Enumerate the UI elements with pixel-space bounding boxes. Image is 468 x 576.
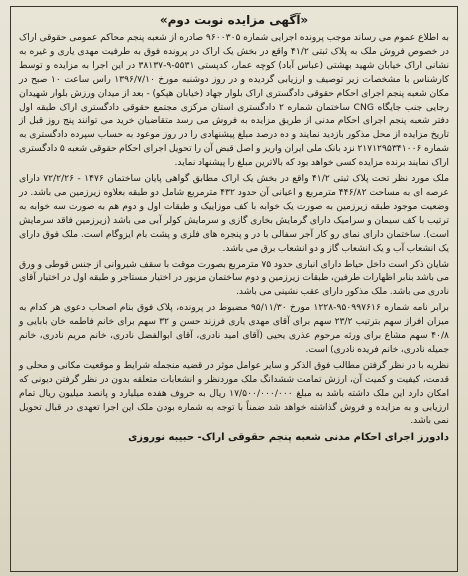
notice-paragraph-3: شایان ذکر است داخل حیاط دارای انباری حدود ۷۵ مترمربع بصورت موقت با سقف شیروانی از جنس قوطی و ورق می باشد بنابر اظهارات طرفین، طبقات زیرزمین و دوم ساختمان مزبور در اختیار مستاجر و طبقه اول در اختیار آقای نادری می باشد. ملک مذکور دارای عقب نشینی می باشد. xyxy=(19,258,449,298)
notice-frame xyxy=(10,6,458,572)
notice-paragraph-1: به اطلاع عموم می رساند موجب پرونده اجرایی شماره ۹۶۰۰۳۰۵ صادره از شعبه پنجم محاکم عمومی حقوقی اراک در خصوص فروش ملک به پلاک ثبتی ۴۱/۲ واقع در بخش یک اراک در پرونده فوق به طرفیت مهدی یاری و غیره به نشانی اراک خیابان شهید بهشتی (عباس آباد) کوچه عمار، کدپستی ۵۵۳۱-۹-۳۸۱۳۷ در این اجرا به مزایده و توسط کارشناس با مشخصات زیر توصیف و ارزیابی گردیده و در روز دوشنبه مورخ ۱۳۹۶/۷/۱۰ راس ساعت ۱۰ صبح در مکان شعبه پنجم اجرای احکام حقوقی دادگستری اراک بلوار جهاد (خیابان هپکو) - بعد از میدان ورزش بلوار شهیدان رجایی جنب جایگاه CNG ساختمان شماره ۲ دادگستری استان مرکزی مجتمع حقوقی دادگستری اراک طبقه اول دفتر شعبه پنجم اجرای احکام مدنی از طریق مزایده به فروش می رسد متقاضیان خرید می توانند پنج روز قبل از تاریخ مزایده از محل مذکور بازدید نمایند و ده درصد مبلغ پیشنهادی را در روز موعود به حساب سپرده دادگستری به شماره ۲۱۷۱۲۹۵۳۴۱۰۰۶ نزد بانک ملی ایران واریز و اصل قبض آن را تحویل اجرای احکام حقوقی شعبه ۵ دادگستری اراک نمایند برنده مزایده کسی خواهد بود که بالاترین مبلغ را پیشنهاد نماید. xyxy=(19,32,450,169)
notice-signature: دادورز اجرای احکام مدنی شعبه پنجم حقوقی اراک- حبیبه نوروزی xyxy=(128,432,449,444)
notice-title: «آگهی مزایده نوبت دوم» xyxy=(159,13,309,27)
notice-paragraph-4: برابر نامه شماره ۹۵۰۹۹۷۶۱۶-۱۲۲۸ مورخ ۹۵/۱۱/۳۰ مضبوط در پرونده، پلاک فوق بنام اصحاب دعوی هر کدام به میزان افراز سهم بترتیب ۲۳/۲ سهم برای آقای مهدی یاری فرزند حسن و ۳۲ سهم برای خانم فاطمه خان بابایی و ۴۰/۸ سهم مشاع برای ورثه مرحوم عذری یحیی (آقای امید نادری، آقای ابوالفضل نادری، خانم مریم نادری، خانم جمیله نادری، خانم فریده نادری) است. xyxy=(19,302,450,355)
notice-paragraph-5: نظریه با در نظر گرفتن مطالب فوق الذکر و سایر عوامل موثر در قضیه منجمله شرایط و موقعیت مکانی و محلی و قدمت، کیفیت و کمیت آن، ارزش تمامت ششدانگ ملک موردنظر و انشعابات متعلقه بدون در نظر گرفتن دیونی که امکان دارد این ملک داشته باشد به مبلغ ۱۷/۵۰۰/۰۰۰/۰۰۰ ریال به حروف هفده میلیارد و پانصد میلیون ریال تمام ارزیابی و به مزایده و فروش گذاشته خواهد شد ضمناً با توجه به شماره بودن ملک این اجرا تعهدی در قبال تحویل نمی باشد. xyxy=(19,359,449,427)
notice-paragraph-2: ملک مورد نظر تحت پلاک ثبتی ۴۱/۲ واقع در بخش یک اراک مطابق گواهی پایان ساختمان ۱۴۷۶ - ۷۲/۲/۲۶ دارای عرصه ای به مساحت ۴۴۶/۸۲ مترمربع و اعیانی آن حدود ۴۳۲ مترمربع شامل دو طبقه بعلاوه زیرزمین می باشد. در وضعیت موجود طبقه زیرزمین به صورت یک خوابه با کف موزاییک و طبقات اول و دوم هم به صورت سه خوابه به ترتیب با کف سیمان و سرامیک دارای گرمایش بخاری گازی و سرمایش کولر آبی می باشد (زیرزمین فاقد سرمایش است). ساختمان دارای نمای رو کار آجر سفالی با در و پنجره های فلزی و پشت بام ایزوگام است. ملک فوق دارای یک انشعاب آب و یک انشعاب گاز و دو انشعاب برق می باشد. xyxy=(19,173,449,254)
